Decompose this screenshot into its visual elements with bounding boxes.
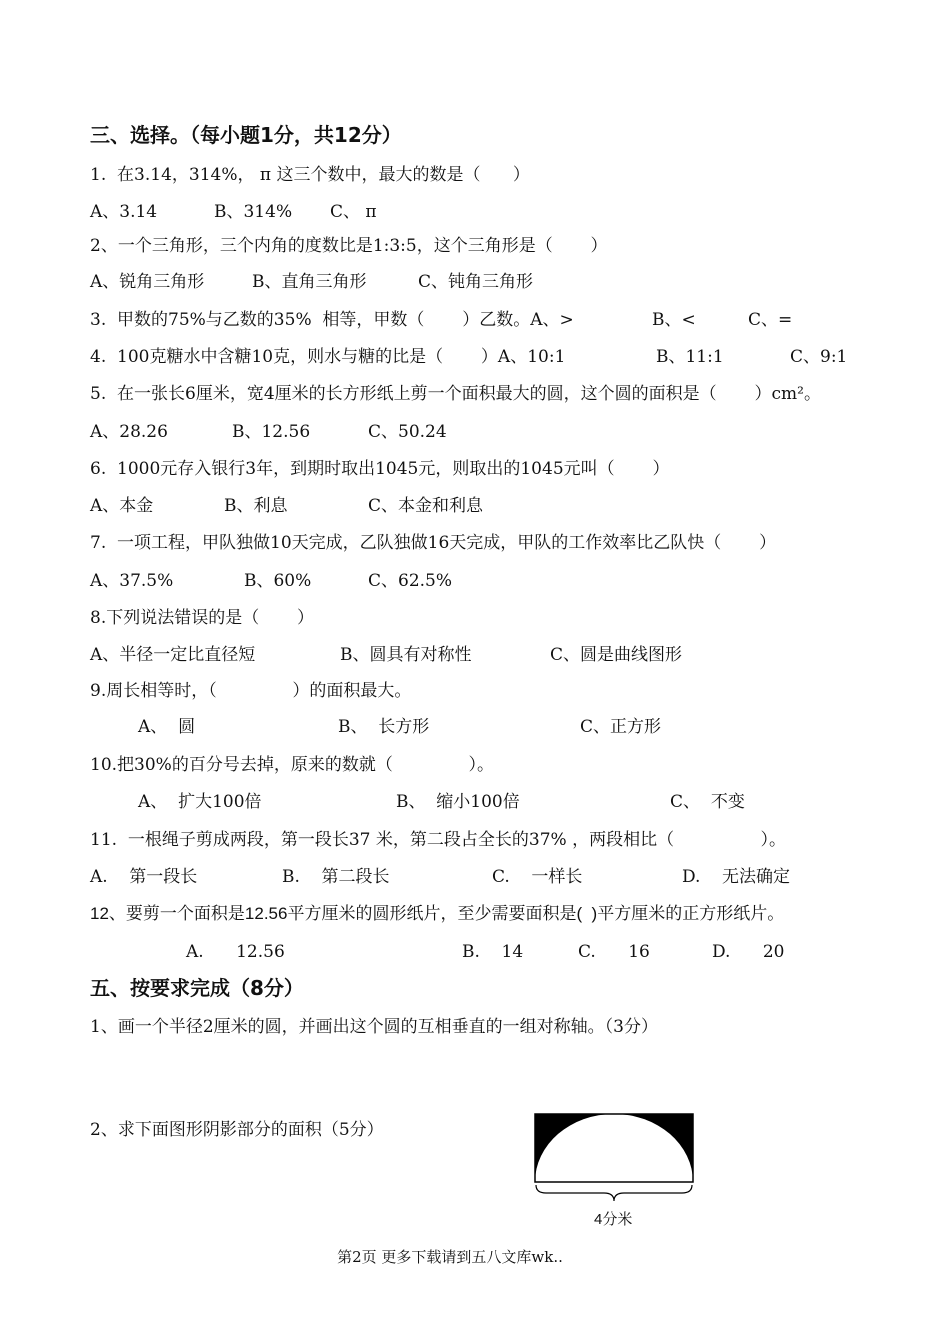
q10-option-a: A、 扩大100倍 (138, 792, 262, 812)
q8-option-b: B、圆具有对称性 (340, 645, 472, 665)
q11-option-d: D. 无法确定 (682, 867, 791, 887)
q3-option-b: B、< (652, 310, 696, 330)
task2-text: 2、求下面图形阴影部分的面积（5分） (90, 1120, 384, 1140)
section3-heading: 三、选择。（每小题1分，共12分） (90, 123, 402, 147)
q1-option-b: B、314% (214, 202, 293, 222)
figure-dimension-label: 4分米 (594, 1211, 633, 1228)
q11-option-b: B. 第二段长 (282, 867, 390, 887)
q8-option-a: A、半径一定比直径短 (90, 645, 256, 665)
q10-stem: 10.把30%的百分号去掉，原来的数就（ ）。 (90, 755, 494, 775)
q5-option-a: A、28.26 (90, 422, 168, 442)
page-footer: 第2页 更多下载请到五八文库wk.. (337, 1248, 563, 1266)
q3-stem: 3. 甲数的75%与乙数的35% 相等，甲数（ ）乙数。A、> (90, 310, 574, 330)
q1-stem: 1. 在3.14，314%， π 这三个数中，最大的数是（ ） (90, 165, 530, 185)
q9-option-b: B、 长方形 (338, 717, 430, 737)
q10-option-c: C、 不变 (670, 792, 745, 812)
q6-stem: 6. 1000元存入银行3年，到期时取出1045元，则取出的1045元叫（ ） (90, 459, 670, 479)
q9-option-a: A、 圆 (138, 717, 196, 737)
q4-option-c: C、9:1 (790, 347, 848, 367)
q2-option-a: A、锐角三角形 (90, 272, 205, 292)
q12-stem: 12、要剪一个面积是12.56平方厘米的圆形纸片，至少需要面积是( )平方厘米的正方形纸片。 (90, 904, 785, 923)
task1-text: 1、画一个半径2厘米的圆，并画出这个圆的互相垂直的一组对称轴。（3分） (90, 1017, 658, 1037)
q11-option-a: A. 第一段长 (90, 867, 198, 887)
q7-option-a: A、37.5% (90, 571, 174, 591)
q6-option-a: A、本金 (90, 496, 154, 516)
q2-option-b: B、直角三角形 (252, 272, 367, 292)
q2-stem: 2、一个三角形，三个内角的度数比是1:3:5，这个三角形是（ ） (90, 236, 608, 256)
q12-option-a: A. 12.56 (186, 942, 285, 962)
q7-option-c: C、62.5% (368, 571, 453, 591)
q5-stem: 5. 在一张长6厘米，宽4厘米的长方形纸上剪一个面积最大的圆，这个圆的面积是（ ）cm²。 (90, 384, 821, 404)
q8-option-c: C、圆是曲线图形 (550, 645, 683, 665)
q6-option-b: B、利息 (224, 496, 288, 516)
q5-option-b: B、12.56 (232, 422, 311, 442)
q4-stem: 4. 100克糖水中含糖10克，则水与糖的比是（ ）A、10:1 (90, 347, 566, 367)
q12-option-c: C. 16 (578, 942, 650, 962)
q3-option-c: C、= (748, 310, 793, 330)
q9-option-c: C、正方形 (580, 717, 662, 737)
q11-stem: 11. 一根绳子剪成两段，第一段长37 米，第二段占全长的37% ，两段相比（ ）。 (90, 830, 787, 850)
q2-option-c: C、钝角三角形 (418, 272, 534, 292)
q8-stem: 8.下列说法错误的是（ ） (90, 608, 315, 628)
q7-stem: 7. 一项工程，甲队独做10天完成，乙队独做16天完成，甲队的工作效率比乙队快（ ） (90, 533, 777, 553)
q5-option-c: C、50.24 (368, 422, 447, 442)
q11-option-c: C. 一样长 (492, 867, 583, 887)
section5-heading: 五、按要求完成（8分） (90, 976, 304, 1000)
figure-brace (536, 1185, 692, 1201)
q6-option-c: C、本金和利息 (368, 496, 484, 516)
q9-stem: 9.周长相等时，（ ）的面积最大。 (90, 681, 412, 701)
q1-option-c: C、 π (330, 202, 377, 222)
q12-option-d: D. 20 (712, 942, 785, 962)
q12-option-b: B. 14 (462, 942, 524, 962)
q4-option-b: B、11:1 (656, 347, 724, 367)
q1-option-a: A、3.14 (90, 202, 158, 222)
q10-option-b: B、 缩小100倍 (396, 792, 520, 812)
shaded-semicircle-figure (534, 1113, 696, 1213)
q7-option-b: B、60% (244, 571, 312, 591)
